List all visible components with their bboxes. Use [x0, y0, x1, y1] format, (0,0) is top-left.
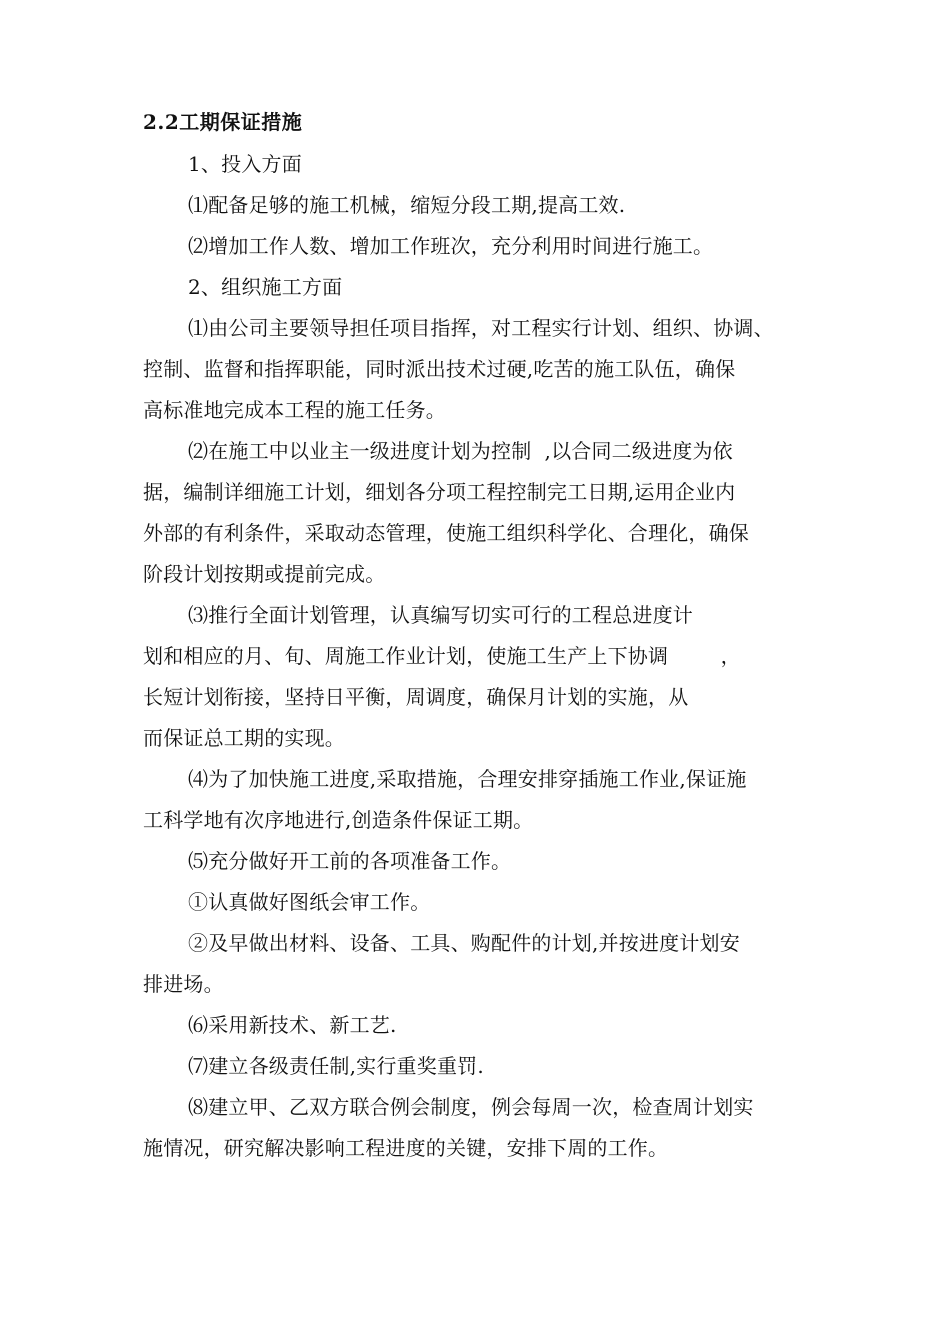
paragraph-line: ⑷为了加快施工进度,采取措施，合理安排穿插施工作业,保证施 — [188, 767, 747, 791]
paragraph-line: ⑸充分做好开工前的各项准备工作。 — [188, 849, 512, 873]
paragraph-line: ⑻建立甲、乙双方联合例会制度，例会每周一次，检查周计划实 — [188, 1095, 754, 1119]
paragraph-line: 阶段计划按期或提前完成。 — [143, 562, 386, 586]
paragraph-line: 据，编制详细施工计划，细划各分项工程控制完工日期,运用企业内 — [143, 480, 736, 504]
section-heading: 2.2工期保证措施 — [143, 110, 303, 134]
paragraph-line: 2、组织施工方面 — [188, 275, 343, 299]
paragraph-line: 排进场。 — [143, 972, 224, 996]
paragraph-line: ①认真做好图纸会审工作。 — [188, 890, 431, 914]
paragraph-line: 控制、监督和指挥职能，同时派出技术过硬,吃苦的施工队伍，确保 — [143, 357, 736, 381]
paragraph-line: ⑴配备足够的施工机械，缩短分段工期,提高工效. — [188, 193, 626, 217]
paragraph-line: ⑶推行全面计划管理，认真编写切实可行的工程总进度计 — [188, 603, 693, 627]
paragraph-line: 划和相应的月、旬、周施工作业计划，使施工生产上下协调 ， — [143, 644, 741, 668]
paragraph-line: ⑵增加工作人数、增加工作班次，充分利用时间进行施工。 — [188, 234, 714, 258]
paragraph-line: ⑴由公司主要领导担任项目指挥，对工程实行计划、组织、协调、 — [188, 316, 774, 340]
paragraph-line: 高标准地完成本工程的施工任务。 — [143, 398, 446, 422]
paragraph-line: ⑺建立各级责任制,实行重奖重罚. — [188, 1054, 484, 1078]
paragraph-line: 外部的有利条件，采取动态管理，使施工组织科学化、合理化，确保 — [143, 521, 749, 545]
paragraph-line: 施情况，研究解决影响工程进度的关键，安排下周的工作。 — [143, 1136, 669, 1160]
paragraph-line: ②及早做出材料、设备、工具、购配件的计划,并按进度计划安 — [188, 931, 740, 955]
paragraph-line: ⑹采用新技术、新工艺. — [188, 1013, 397, 1037]
paragraph-line: 而保证总工期的实现。 — [143, 726, 345, 750]
paragraph-line: 1、投入方面 — [188, 152, 302, 176]
paragraph-line: 工科学地有次序地进行,创造条件保证工期。 — [143, 808, 534, 832]
paragraph-line: ⑵在施工中以业主一级进度计划为控制 ,以合同二级进度为依 — [188, 439, 733, 463]
paragraph-line: 长短计划衔接，坚持日平衡，周调度，确保月计划的实施，从 — [143, 685, 689, 709]
